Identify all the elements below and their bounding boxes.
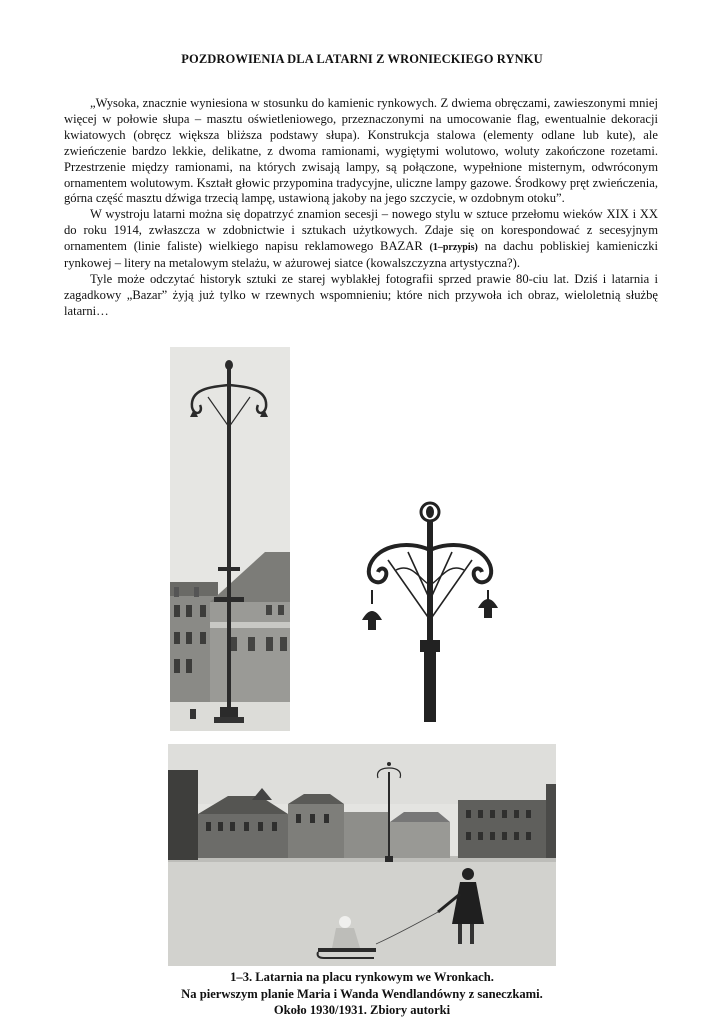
photo-market-square [168, 744, 556, 966]
photo-lamppost-full [170, 347, 290, 731]
article-body [64, 96, 658, 320]
paragraph-2-text-a: W wystroju latarni można się dopatrzyć znamion secesji – nowego stylu w sztuce przełomu wieków XIX i XX do roku 1914, zwłaszcza w zdobnictwie i sztukach użytkowych. Zdaje się on korespondować z secesyjnym ornamentem (linie faliste) wielkiego napisu reklamowego BAZAR [64, 207, 658, 254]
paragraph-1: „Wysoka, znacznie wyniesiona w stosunku do kamienic rynkowych. Z dwiema obręczami, zawieszonymi mniej więcej w połowie słupa – masztu oświetleniowego, przeznaczonymi na umocowanie flag, ewentualnie dekoracji kwiatowych (obręcz większa bliższa podstawy słupa). Konstrukcja stalowa (elementy odlane lub kute), ale zwieńczenie bardzo lekkie, delikatne, z dwoma ramionami, wygiętymi wolutowo, woluty zakończone rozetami. Przestrzenie między ramionami, na których zwisają lampy, są połączone, wypełnione misternym, odwróconym ornamentem wolutowym. Kształt głowic przypomina tradycyjne, uliczne lampy gazowe. Środkowy pręt zwieńczenia, górna część masztu dźwiga trzecią lampę, ustawioną jakoby na jego szczycie, w ozdobnym otoku”. [64, 96, 658, 206]
photo-lamppost-detail [348, 490, 508, 730]
page-title: POZDROWIENIA DLA LATARNI Z WRONIECKIEGO RYNKU [181, 52, 543, 66]
photo-caption [0, 969, 724, 1019]
paragraph-3: Tyle może odczytać historyk sztuki ze starej wyblakłej fotografii sprzed prawie 80-ciu lat. Dziś i latarnia i zagadkowy „Bazar” żyją już tylko w rzewnych wspomnieniu; które nich przywoła ich obraz, wieloletnią służbę latarni… [64, 271, 658, 318]
paragraph-2 [64, 207, 658, 272]
paragraph-2-text-b: na dachu pobliskiej kamieniczki rynkowej – litery na metalowym stelażu, w ażurowej siatce (kowalszczyzna artystyczna?). [64, 239, 658, 271]
caption-line-1: 1–3. Latarnia na placu rynkowym we Wronkach. [230, 970, 494, 984]
caption-line-2: Na pierwszym planie Maria i Wanda Wendlandówny z saneczkami. [181, 986, 543, 1001]
caption-line-3: Około 1930/1931. Zbiory autorki [273, 1003, 451, 1018]
footnote-reference: (1–przypis) [429, 242, 478, 254]
